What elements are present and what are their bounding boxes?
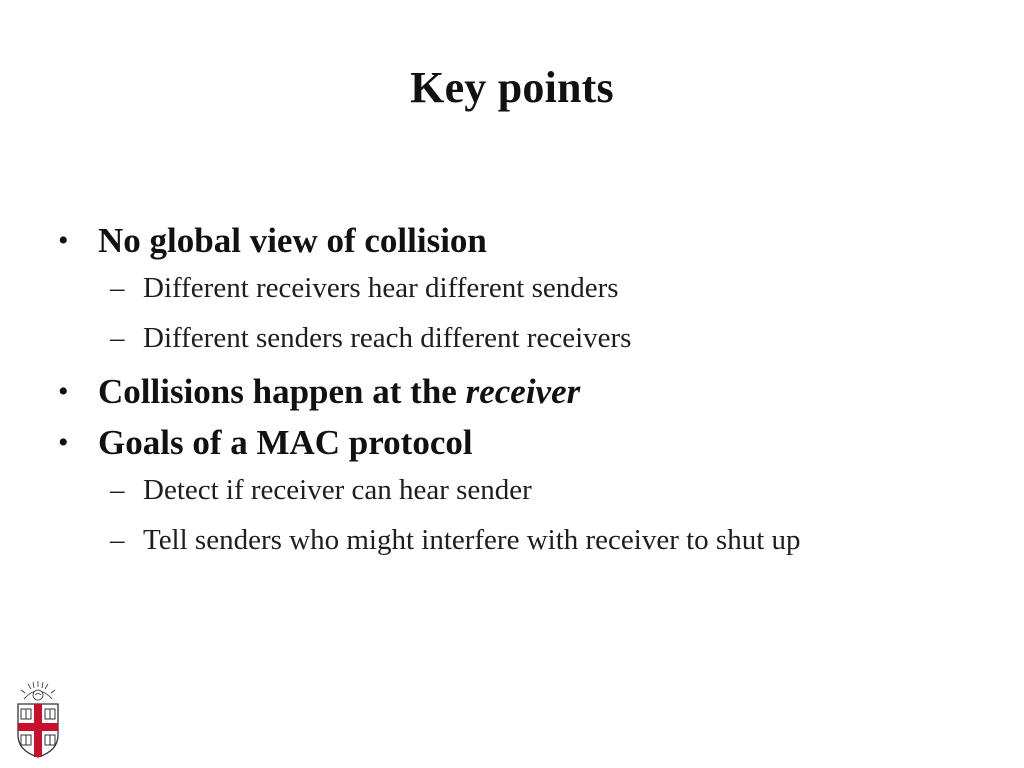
sub-bullet-marker: – (110, 272, 125, 304)
university-crest-icon (14, 679, 62, 759)
sub-bullet-marker: – (110, 474, 125, 506)
bullet-text: No global view of collision (98, 221, 487, 260)
sub-bullet-text: Different receivers hear different senders (143, 272, 619, 304)
bullet-text: Collisions happen at the (98, 372, 466, 411)
bullet-emphasis: receiver (465, 372, 581, 411)
sub-bullet-text: Detect if receiver can hear sender (143, 474, 532, 506)
sub-bullet-marker: – (110, 322, 125, 354)
bullet-item (58, 218, 978, 263)
sub-bullet-item (58, 465, 978, 515)
crest-cross-horizontal (18, 723, 58, 731)
bullet-marker: • (58, 224, 69, 257)
bullet-marker: • (58, 375, 69, 408)
slide-title: Key points (410, 63, 614, 112)
sub-bullet-marker: – (110, 524, 125, 556)
sub-bullet-item (58, 515, 978, 565)
bullet-text: Goals of a MAC protocol (98, 423, 473, 462)
sub-bullet-text: Tell senders who might interfere with receiver to shut up (143, 524, 801, 556)
bullet-item (58, 420, 978, 465)
bullet-item (58, 369, 978, 414)
crest-sun (21, 681, 55, 700)
bullet-list (58, 212, 978, 565)
sub-bullet-item (58, 313, 978, 363)
sub-bullet-text: Different senders reach different receivers (143, 322, 632, 354)
bullet-marker: • (58, 426, 69, 459)
sub-bullet-item (58, 263, 978, 313)
